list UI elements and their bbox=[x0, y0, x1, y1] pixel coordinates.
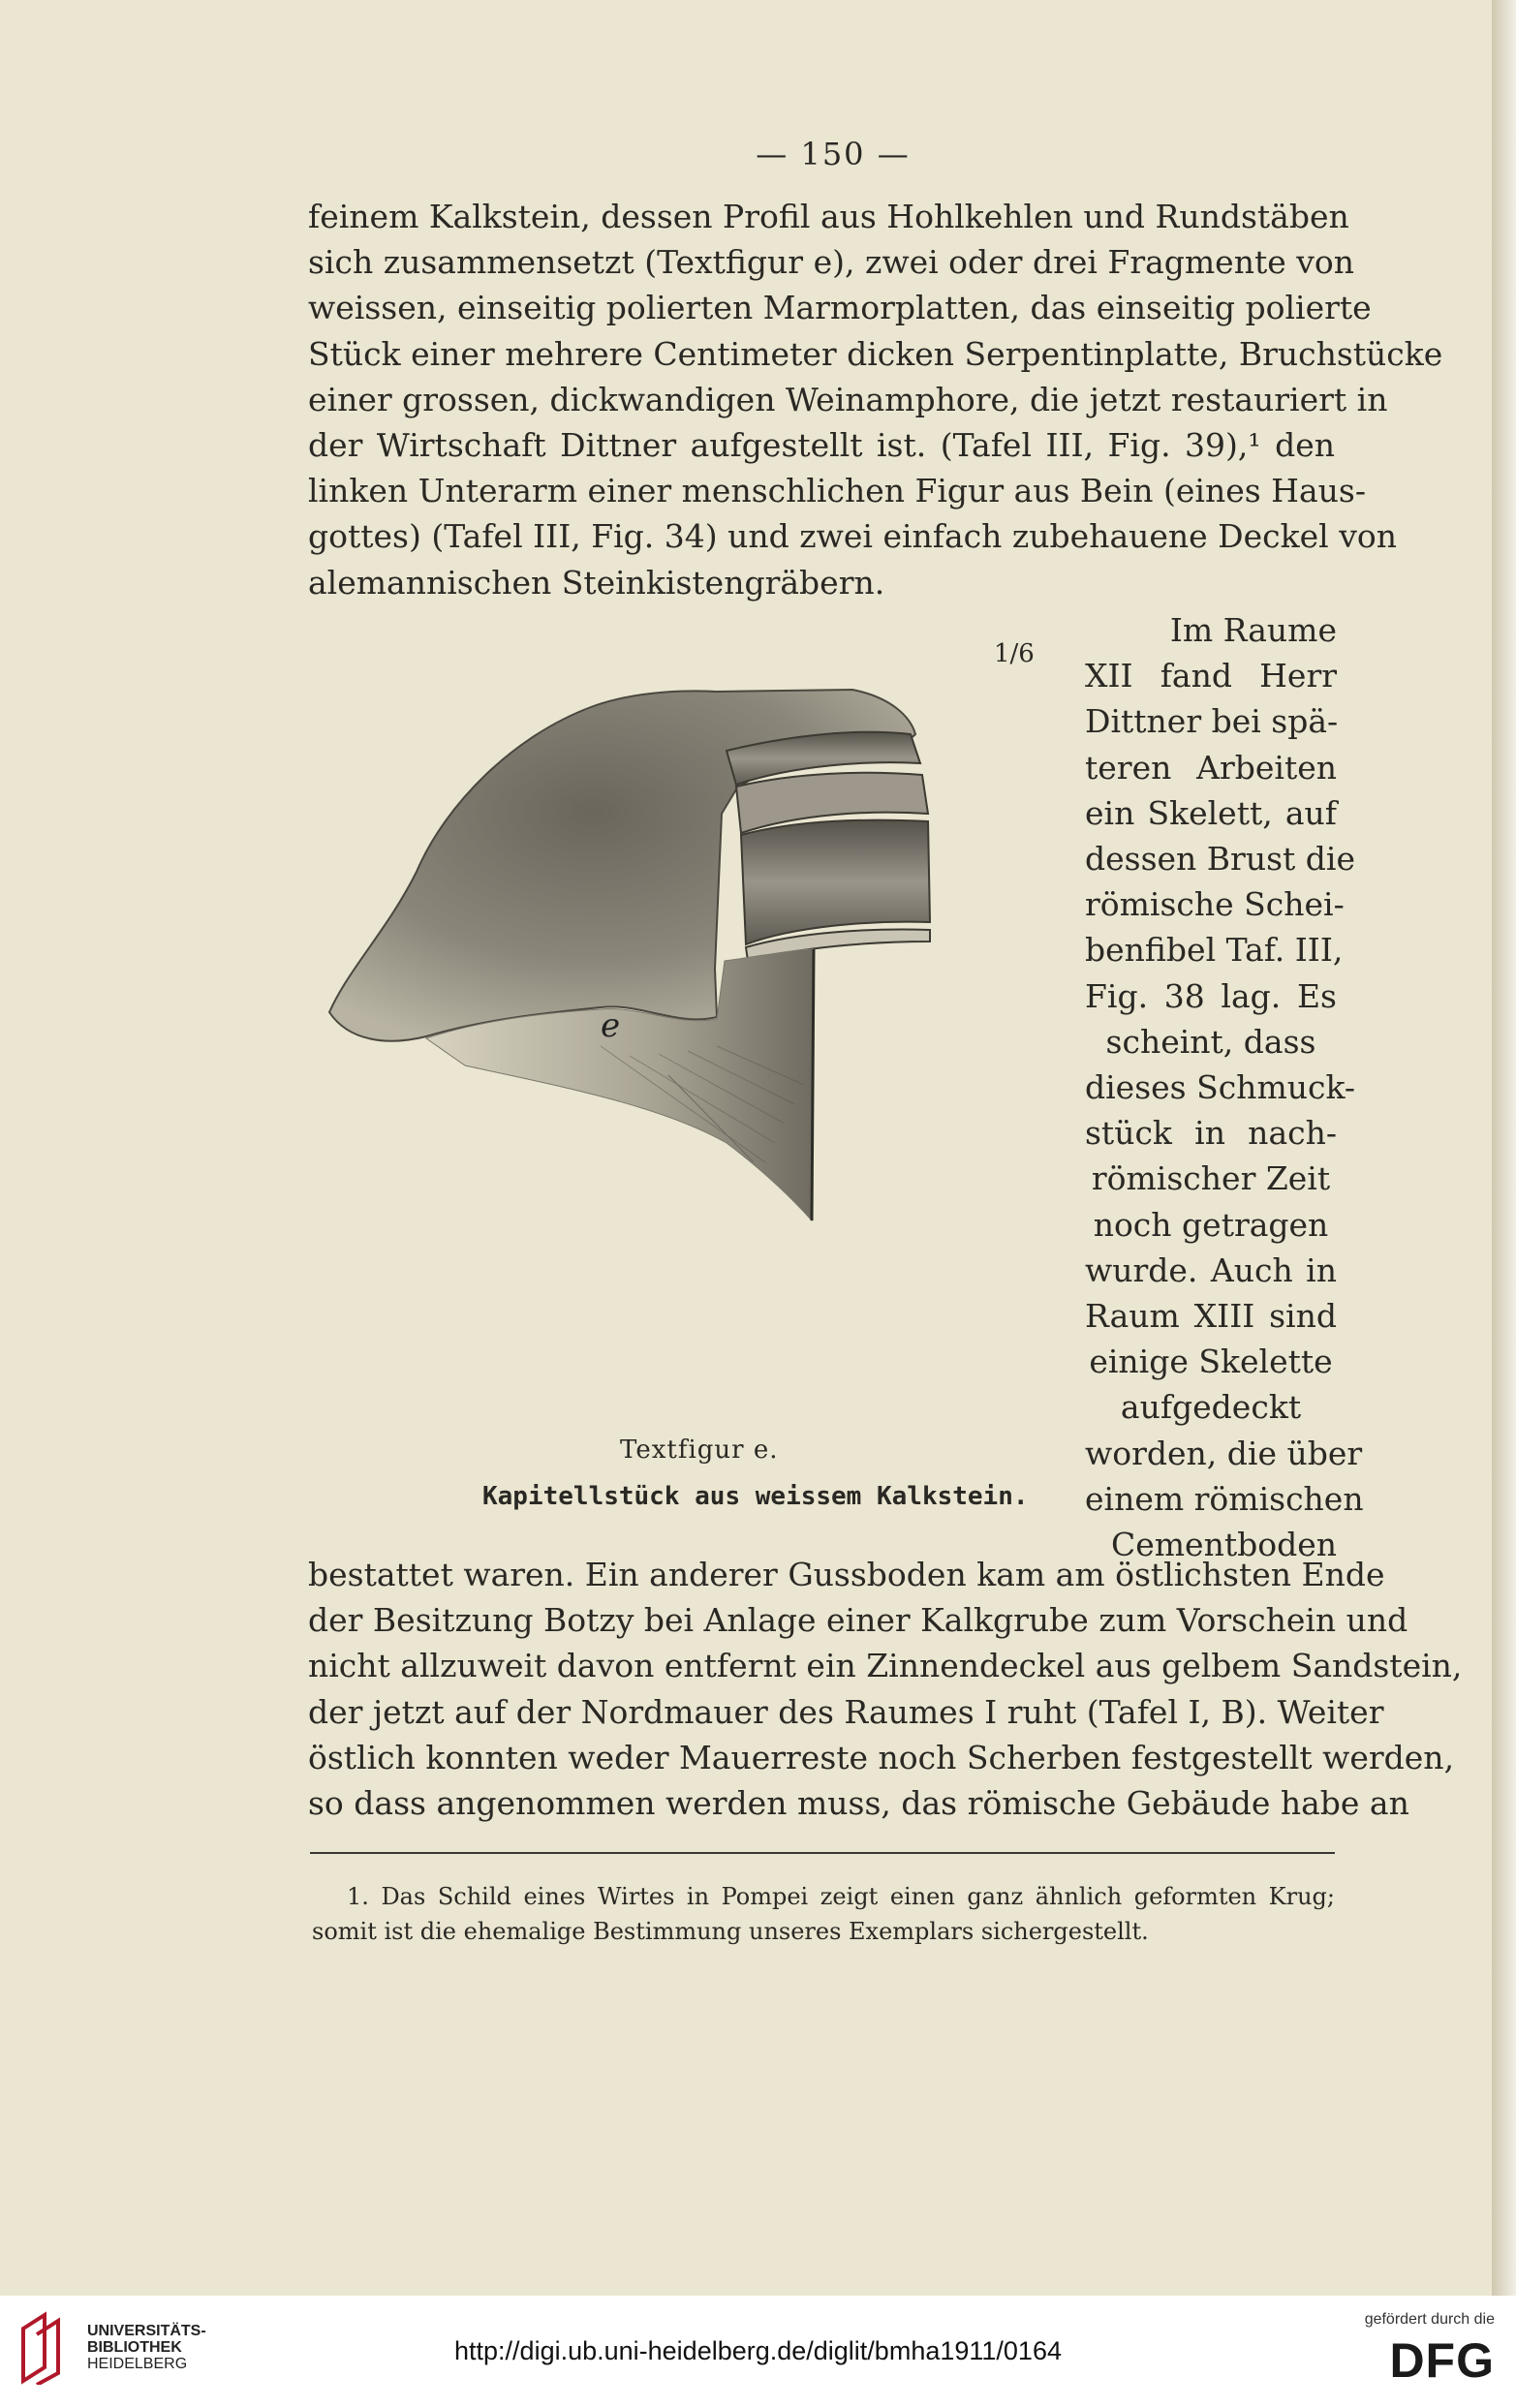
footnote-divider bbox=[310, 1852, 1335, 1854]
page-number: — 150 — bbox=[756, 136, 911, 172]
text-line: weissen, einseitig polierten Marmorplatten, das einseitig polierte bbox=[308, 289, 1372, 327]
funding-text: gefördert durch die bbox=[1364, 2311, 1495, 2328]
paragraph-1 bbox=[308, 194, 1443, 605]
text-line: Fig. 38 lag. Es bbox=[1085, 976, 1337, 1015]
page-edge bbox=[1492, 0, 1516, 2296]
text-line: dieses Schmuck- bbox=[1085, 1068, 1356, 1107]
text-line: römischer Zeit bbox=[1091, 1159, 1331, 1198]
text-line: der Wirtschaft Dittner aufgestellt ist. (Tafel III, Fig. 39),¹ den bbox=[308, 426, 1335, 465]
text-line: aufgedeckt bbox=[1120, 1388, 1302, 1427]
text-line: scheint, dass bbox=[1105, 1022, 1316, 1061]
text-line: der Besitzung Botzy bei Anlage einer Kalkgrube zum Vorschein und bbox=[308, 1601, 1408, 1640]
text-line: gottes) (Tafel III, Fig. 34) und zwei einfach zubehauene Deckel von bbox=[308, 517, 1397, 556]
footnote-line: somit ist die ehemalige Bestimmung unseres Exemplars sichergestellt. bbox=[312, 1918, 1149, 1945]
side-column-text bbox=[1085, 607, 1364, 1567]
text-line: Cementboden bbox=[1110, 1526, 1337, 1564]
text-line: feinem Kalkstein, dessen Profil aus Hohlkehlen und Rundstäben bbox=[308, 198, 1349, 235]
library-name-line: HEIDELBERG bbox=[87, 2356, 188, 2372]
text-line: so dass angenommen werden muss, das römische Gebäude habe an bbox=[308, 1784, 1409, 1823]
text-line: linken Unterarm einer menschlichen Figur aus Bein (eines Haus- bbox=[308, 472, 1366, 510]
text-line: nicht allzuweit davon entfernt ein Zinnendeckel aus gelbem Sandstein, bbox=[308, 1647, 1463, 1685]
footnote bbox=[312, 1879, 1335, 1949]
text-line: worden, die über bbox=[1085, 1434, 1363, 1472]
paragraph-2 bbox=[308, 1552, 1463, 1826]
text-line: römische Schei- bbox=[1085, 885, 1345, 924]
text-line: Stück einer mehrere Centimeter dicken Serpentinplatte, Bruchstücke bbox=[308, 334, 1443, 373]
text-line: benfibel Taf. III, bbox=[1085, 931, 1344, 970]
text-line: einige Skelette bbox=[1089, 1343, 1333, 1381]
text-line: Im Raume bbox=[1169, 611, 1337, 649]
text-line: der jetzt auf der Nordmauer des Raumes I ruht (Tafel I, B). Weiter bbox=[308, 1692, 1384, 1731]
text-line: wurde. Auch in bbox=[1085, 1250, 1337, 1289]
text-line: einer grossen, dickwandigen Weinamphore, die jetzt restauriert in bbox=[308, 380, 1388, 418]
dfg-logo: DFG bbox=[1389, 2333, 1495, 2388]
scale-label: 1/6 bbox=[994, 639, 1035, 668]
text-line: Dittner bei spä- bbox=[1085, 702, 1339, 741]
text-line: bestattet waren. Ein anderer Gussboden kam am östlichsten Ende bbox=[308, 1556, 1385, 1593]
text-line: östlich konnten weder Mauerreste noch Scherben festgestellt werden, bbox=[308, 1738, 1455, 1776]
text-line: teren Arbeiten bbox=[1085, 748, 1337, 787]
text-line: noch getragen bbox=[1093, 1205, 1329, 1244]
figure-caption-title: Kapitellstück aus weissem Kalkstein. bbox=[482, 1482, 1029, 1511]
capital-drawing bbox=[310, 620, 1066, 1434]
library-name-line: UNIVERSITÄTS- bbox=[87, 2323, 206, 2339]
text-line: XII fand Herr bbox=[1085, 657, 1337, 695]
text-line: sich zusammensetzt (Textfigur e), zwei oder drei Fragmente von bbox=[308, 243, 1355, 282]
text-line: ein Skelett, auf bbox=[1085, 793, 1337, 832]
capital-fragment-illustration bbox=[310, 620, 1066, 1434]
text-line: stück in nach- bbox=[1085, 1114, 1337, 1153]
text-line: alemannischen Steinkistengräbern. bbox=[308, 563, 885, 602]
text-line: dessen Brust die bbox=[1085, 840, 1355, 879]
text-line: Raum XIII sind bbox=[1085, 1297, 1337, 1336]
library-name-line: BIBLIOTHEK bbox=[87, 2339, 182, 2356]
source-url-link[interactable]: http://digi.ub.uni-heidelberg.de/diglit/bmha1911/0164 bbox=[454, 2336, 1062, 2365]
figure-caption-label: Textfigur e. bbox=[620, 1436, 779, 1465]
figure-letter: e bbox=[601, 1006, 621, 1045]
text-line: einem römischen bbox=[1085, 1479, 1364, 1518]
footnote-line: 1. Das Schild eines Wirtes in Pompei zeigt einen ganz ähnlich geformten Krug; bbox=[347, 1883, 1335, 1910]
